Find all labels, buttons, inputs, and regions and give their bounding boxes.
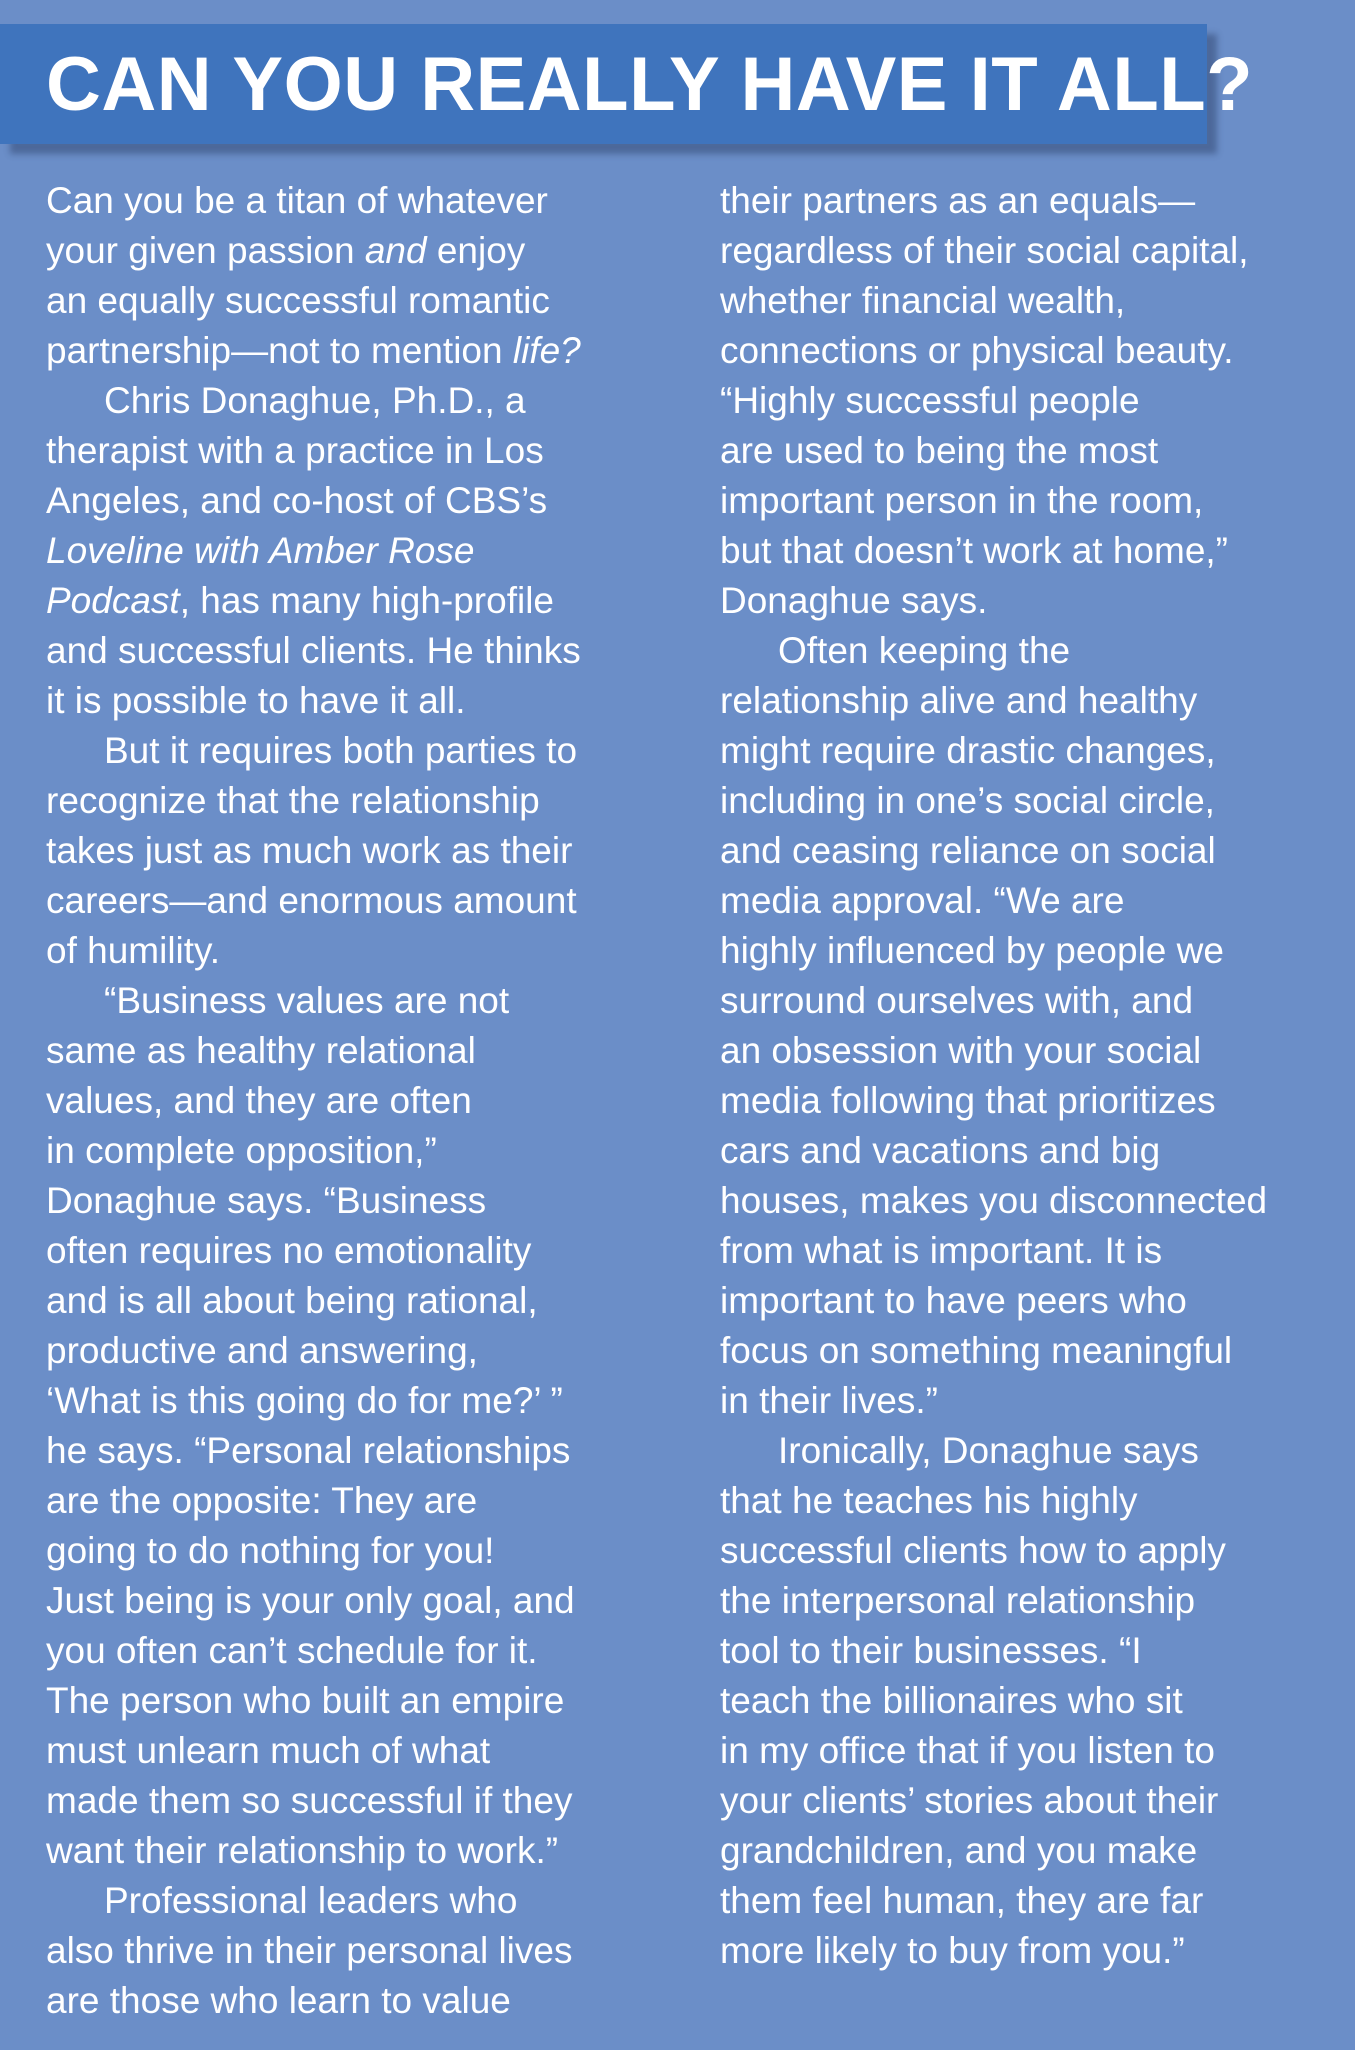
left-column-text-line (46, 1826, 676, 1876)
article-column-left (46, 176, 676, 2026)
right-column-text-line (720, 1376, 1350, 1426)
left-column-text-line (46, 1726, 676, 1776)
text-run: made them so successful if they (46, 1780, 573, 1821)
right-column-text-line (720, 176, 1350, 226)
text-run: in complete opposition,” (46, 1130, 437, 1171)
left-column-text-line (46, 226, 676, 276)
text-run: including in one’s social circle, (720, 780, 1215, 821)
left-column-text-line (46, 176, 676, 226)
text-run: Donaghue says. (720, 580, 988, 621)
text-run: regardless of their social capital, (720, 230, 1249, 271)
right-column-text-line (720, 326, 1350, 376)
text-run: successful clients how to apply (720, 1530, 1226, 1571)
text-run: tool to their businesses. “I (720, 1630, 1142, 1671)
left-column-text-line (46, 376, 676, 426)
left-column-text-line (46, 1476, 676, 1526)
text-run: grandchildren, and you make (720, 1830, 1198, 1871)
text-run: might require drastic changes, (720, 730, 1216, 771)
right-column-text-line (720, 1576, 1350, 1626)
text-run: productive and answering, (46, 1330, 478, 1371)
left-column-text-line (46, 876, 676, 926)
left-column-text-line (46, 576, 676, 626)
text-run: “Business values are not (104, 980, 510, 1021)
left-column-text-line (46, 826, 676, 876)
italic-text-run: life? (512, 330, 581, 371)
left-column-text-line (46, 476, 676, 526)
left-column-text-line (46, 776, 676, 826)
right-column-text-line (720, 1426, 1350, 1476)
left-column-text-line (46, 726, 676, 776)
text-run: their partners as an equals— (720, 180, 1196, 221)
right-column-text-line (720, 1126, 1350, 1176)
right-column-text-line (720, 1326, 1350, 1376)
text-run: relationship alive and healthy (720, 680, 1198, 721)
italic-text-run: Loveline with Amber Rose (46, 530, 475, 571)
text-run: important person in the room, (720, 480, 1204, 521)
text-run: must unlearn much of what (46, 1730, 491, 1771)
article-title: CAN YOU REALLY HAVE IT ALL? (46, 41, 1254, 127)
text-run: them feel human, they are far (720, 1880, 1204, 1921)
left-column-text-line (46, 676, 676, 726)
text-run: in their lives.” (720, 1380, 938, 1421)
left-column-text-line (46, 1176, 676, 1226)
text-run: teach the billionaires who sit (720, 1680, 1183, 1721)
right-column-text-line (720, 1176, 1350, 1226)
text-run: but that doesn’t work at home,” (720, 530, 1228, 571)
left-column-text-line (46, 1076, 676, 1126)
text-run: media approval. “We are (720, 880, 1125, 921)
left-column-text-line (46, 276, 676, 326)
left-column-text-line (46, 1576, 676, 1626)
text-run: are those who learn to value (46, 1980, 511, 2021)
right-column-text-line (720, 926, 1350, 976)
text-run: an equally successful romantic (46, 280, 550, 321)
right-column-text-line (720, 1876, 1350, 1926)
left-column-text-line (46, 526, 676, 576)
text-run: want their relationship to work.” (46, 1830, 559, 1871)
right-column-text-line (720, 526, 1350, 576)
text-run: ‘What is this going do for me?’ ” (46, 1380, 563, 1421)
text-run: going to do nothing for you! (46, 1530, 495, 1571)
text-run: Angeles, and co-host of CBS’s (46, 480, 548, 521)
text-run: important to have peers who (720, 1280, 1187, 1321)
left-column-text-line (46, 1276, 676, 1326)
left-column-text-line (46, 1926, 676, 1976)
right-column-text-line (720, 226, 1350, 276)
right-column-text-line (720, 976, 1350, 1026)
left-column-text-line (46, 1126, 676, 1176)
left-column-text-line (46, 1226, 676, 1276)
left-column-text-line (46, 1426, 676, 1476)
text-run: highly influenced by people we (720, 930, 1224, 971)
left-column-text-line (46, 1976, 676, 2026)
right-column-text-line (720, 476, 1350, 526)
right-column-text-line (720, 776, 1350, 826)
left-column-text-line (46, 1776, 676, 1826)
right-column-text-line (720, 626, 1350, 676)
text-run: careers—and enormous amount (46, 880, 577, 921)
left-column-text-line (46, 926, 676, 976)
text-run: takes just as much work as their (46, 830, 573, 871)
right-column-text-line (720, 1526, 1350, 1576)
text-run: Professional leaders who (104, 1880, 518, 1921)
right-column-text-line (720, 1276, 1350, 1326)
text-run: media following that prioritizes (720, 1080, 1216, 1121)
text-run: recognize that the relationship (46, 780, 540, 821)
left-column-text-line (46, 1876, 676, 1926)
text-run: enjoy (426, 230, 526, 271)
italic-text-run: and (364, 230, 427, 271)
text-run: an obsession with your social (720, 1030, 1202, 1071)
text-run: But it requires both parties to (104, 730, 578, 771)
text-run: surround ourselves with, and (720, 980, 1194, 1021)
italic-text-run: Podcast (46, 580, 180, 621)
text-run: and is all about being rational, (46, 1280, 538, 1321)
right-column-text-line (720, 1226, 1350, 1276)
left-column-text-line (46, 326, 676, 376)
text-run: focus on something meaningful (720, 1330, 1233, 1371)
article-column-right (720, 176, 1350, 1976)
text-run: in my office that if you listen to (720, 1730, 1215, 1771)
text-run: your given passion (46, 230, 365, 271)
left-column-text-line (46, 626, 676, 676)
right-column-text-line (720, 276, 1350, 326)
right-column-text-line (720, 1476, 1350, 1526)
text-run: whether financial wealth, (720, 280, 1126, 321)
text-run: the interpersonal relationship (720, 1580, 1196, 1621)
text-run: of humility. (46, 930, 221, 971)
right-column-text-line (720, 1776, 1350, 1826)
text-run: Can you be a titan of whatever (46, 180, 548, 221)
text-run: are the opposite: They are (46, 1480, 478, 1521)
text-run: , has many high-profile (179, 580, 555, 621)
right-column-text-line (720, 1726, 1350, 1776)
text-run: cars and vacations and big (720, 1130, 1161, 1171)
text-run: also thrive in their personal lives (46, 1930, 573, 1971)
text-run: Chris Donaghue, Ph.D., a (104, 380, 526, 421)
text-run: connections or physical beauty. (720, 330, 1234, 371)
text-run: “Highly successful people (720, 380, 1140, 421)
text-run: you often can’t schedule for it. (46, 1630, 538, 1671)
text-run: Just being is your only goal, and (46, 1580, 575, 1621)
left-column-text-line (46, 1526, 676, 1576)
left-column-text-line (46, 1026, 676, 1076)
right-column-text-line (720, 426, 1350, 476)
right-column-text-line (720, 1076, 1350, 1126)
text-run: that he teaches his highly (720, 1480, 1138, 1521)
text-run: he says. “Personal relationships (46, 1430, 571, 1471)
right-column-text-line (720, 1826, 1350, 1876)
text-run: it is possible to have it all. (46, 680, 466, 721)
left-column-text-line (46, 1326, 676, 1376)
text-run: The person who built an empire (46, 1680, 565, 1721)
title-banner (0, 24, 1254, 144)
right-column-text-line (720, 826, 1350, 876)
right-column-text-line (720, 676, 1350, 726)
right-column-text-line (720, 376, 1350, 426)
text-run: partnership—not to mention (46, 330, 513, 371)
text-run: are used to being the most (720, 430, 1159, 471)
left-column-text-line (46, 426, 676, 476)
text-run: more likely to buy from you.” (720, 1930, 1185, 1971)
left-column-text-line (46, 1376, 676, 1426)
text-run: values, and they are often (46, 1080, 472, 1121)
right-column-text-line (720, 1676, 1350, 1726)
text-run: same as healthy relational (46, 1030, 476, 1071)
text-run: houses, makes you disconnected (720, 1180, 1268, 1221)
right-column-text-line (720, 1926, 1350, 1976)
left-column-text-line (46, 1676, 676, 1726)
text-run: often requires no emotionality (46, 1230, 532, 1271)
left-column-text-line (46, 976, 676, 1026)
text-run: your clients’ stories about their (720, 1780, 1219, 1821)
left-column-text-line (46, 1626, 676, 1676)
text-run: Often keeping the (778, 630, 1071, 671)
text-run: therapist with a practice in Los (46, 430, 544, 471)
text-run: from what is important. It is (720, 1230, 1163, 1271)
text-run: and ceasing reliance on social (720, 830, 1216, 871)
right-column-text-line (720, 576, 1350, 626)
right-column-text-line (720, 876, 1350, 926)
text-run: Donaghue says. “Business (46, 1180, 487, 1221)
text-run: Ironically, Donaghue says (778, 1430, 1199, 1471)
right-column-text-line (720, 1026, 1350, 1076)
text-run: and successful clients. He thinks (46, 630, 581, 671)
right-column-text-line (720, 1626, 1350, 1676)
right-column-text-line (720, 726, 1350, 776)
